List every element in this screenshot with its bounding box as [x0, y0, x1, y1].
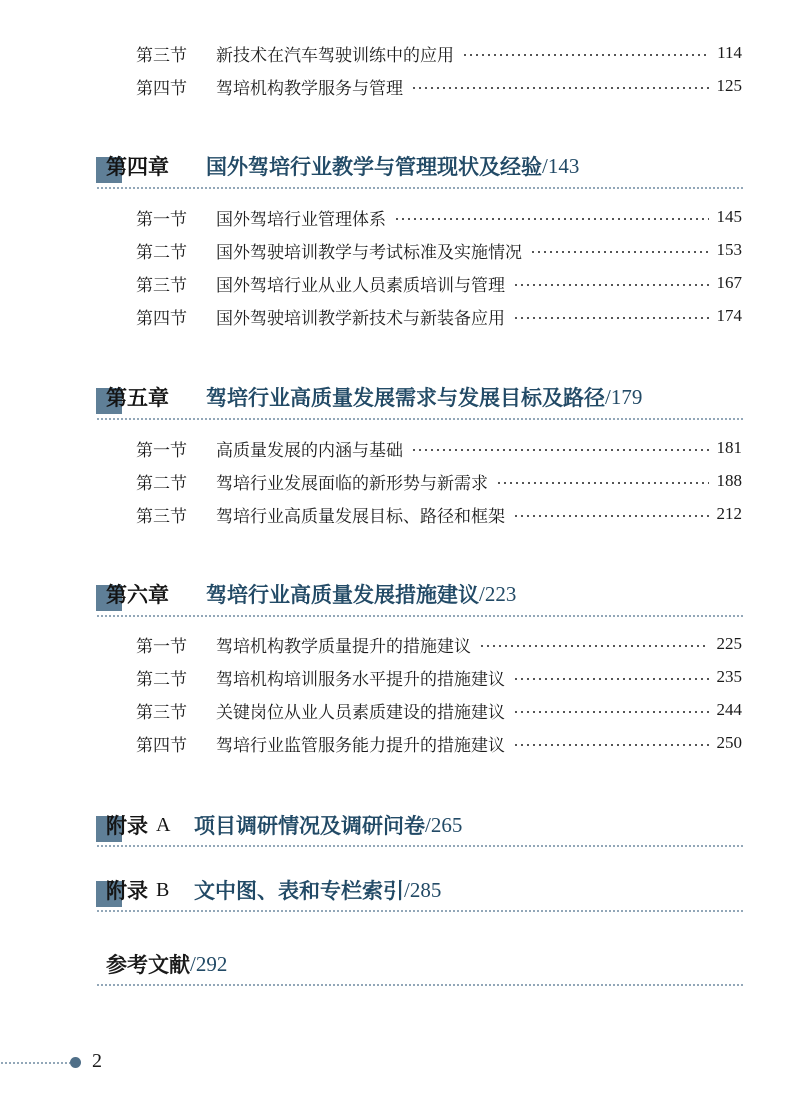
chapter-page: /143: [542, 153, 580, 178]
toc-section-row[interactable]: [136, 631, 742, 657]
dot-leader: [513, 711, 709, 713]
section-page: 250: [716, 733, 742, 752]
dot-leader: [513, 284, 709, 286]
toc-section-row[interactable]: [136, 303, 742, 329]
references-page: /292: [190, 951, 228, 976]
toc-section-row[interactable]: [136, 435, 742, 461]
chapter-dotted-rule: [96, 418, 744, 420]
dot-leader: [496, 482, 709, 484]
section-page: 114: [717, 43, 742, 62]
section-title: 新技术在汽车驾驶训练中的应用: [216, 45, 454, 66]
section-number: 第三节: [136, 275, 187, 296]
dot-leader: [513, 317, 709, 319]
toc-chapter-heading[interactable]: [96, 379, 744, 415]
toc-section-row[interactable]: [136, 730, 742, 756]
section-title: 驾培行业发展面临的新形势与新需求: [216, 473, 488, 494]
toc-appendix-heading[interactable]: [96, 807, 744, 843]
section-page: 188: [716, 471, 742, 490]
dot-leader: [462, 54, 709, 56]
toc-chapter-heading[interactable]: [96, 576, 744, 612]
footer-dotted-line: [0, 1062, 70, 1064]
section-title: 国外驾驶培训教学新技术与新装备应用: [216, 308, 505, 329]
section-number: 第三节: [136, 506, 187, 527]
appendix-dotted-rule: [96, 845, 744, 847]
footer-bullet-icon: [70, 1057, 81, 1068]
appendix-page: /285: [404, 877, 442, 902]
section-number: 第二节: [136, 669, 187, 690]
section-title: 驾培行业监管服务能力提升的措施建议: [216, 735, 505, 756]
section-number: 第一节: [136, 440, 187, 461]
section-number: 第一节: [136, 636, 187, 657]
section-number: 第三节: [136, 702, 187, 723]
dot-leader: [530, 251, 709, 253]
toc-section-row[interactable]: [136, 468, 742, 494]
appendix-letter: B: [156, 878, 170, 901]
chapter-dotted-rule: [96, 187, 744, 189]
section-number: 第四节: [136, 78, 187, 99]
toc-section-row[interactable]: [136, 73, 742, 99]
appendix-prefix: 附录: [106, 878, 148, 903]
dot-leader: [513, 744, 709, 746]
section-title: 驾培机构教学质量提升的措施建议: [216, 636, 471, 657]
section-number: 第四节: [136, 308, 187, 329]
dot-leader: [513, 678, 709, 680]
section-title: 关键岗位从业人员素质建设的措施建议: [216, 702, 505, 723]
references-dotted-rule: [96, 984, 744, 986]
chapter-page: /179: [605, 384, 643, 409]
page-number: 2: [92, 1050, 102, 1072]
section-page: 244: [716, 700, 742, 719]
dot-leader: [479, 645, 709, 647]
chapter-number: 第六章: [106, 582, 169, 607]
section-page: 153: [716, 240, 742, 259]
appendix-title: 文中图、表和专栏索引: [194, 878, 404, 903]
section-page: 225: [716, 634, 742, 653]
dot-leader: [411, 449, 709, 451]
section-page: 181: [716, 438, 742, 457]
appendix-dotted-rule: [96, 910, 744, 912]
section-number: 第一节: [136, 209, 187, 230]
section-page: 125: [716, 76, 742, 95]
toc-section-row[interactable]: [136, 204, 742, 230]
toc-section-row[interactable]: [136, 664, 742, 690]
toc-chapter-heading[interactable]: [96, 148, 744, 184]
section-page: 235: [716, 667, 742, 686]
section-title: 驾培机构教学服务与管理: [216, 78, 403, 99]
section-page: 167: [716, 273, 742, 292]
section-number: 第二节: [136, 473, 187, 494]
appendix-page: /265: [425, 812, 463, 837]
toc-section-row[interactable]: [136, 697, 742, 723]
chapter-title: 驾培行业高质量发展需求与发展目标及路径: [206, 385, 605, 410]
chapter-title: 驾培行业高质量发展措施建议: [206, 582, 479, 607]
toc-section-row[interactable]: [136, 40, 742, 66]
section-title: 国外驾驶培训教学与考试标准及实施情况: [216, 242, 522, 263]
appendix-prefix: 附录: [106, 813, 148, 838]
section-page: 212: [716, 504, 742, 523]
chapter-number: 第四章: [106, 154, 169, 179]
section-number: 第二节: [136, 242, 187, 263]
toc-section-row[interactable]: [136, 501, 742, 527]
chapter-page: /223: [479, 581, 517, 606]
section-title: 高质量发展的内涵与基础: [216, 440, 403, 461]
section-title: 驾培行业高质量发展目标、路径和框架: [216, 506, 505, 527]
appendix-letter: A: [156, 813, 171, 836]
appendix-title: 项目调研情况及调研问卷: [194, 813, 425, 838]
references-title: 参考文献: [106, 952, 190, 977]
section-title: 国外驾培行业从业人员素质培训与管理: [216, 275, 505, 296]
chapter-title: 国外驾培行业教学与管理现状及经验: [206, 154, 542, 179]
toc-section-row[interactable]: [136, 270, 742, 296]
chapter-dotted-rule: [96, 615, 744, 617]
chapter-number: 第五章: [106, 385, 169, 410]
toc-section-row[interactable]: [136, 237, 742, 263]
section-page: 145: [716, 207, 742, 226]
section-number: 第三节: [136, 45, 187, 66]
toc-appendix-heading[interactable]: [96, 872, 744, 908]
dot-leader: [513, 515, 709, 517]
section-title: 驾培机构培训服务水平提升的措施建议: [216, 669, 505, 690]
dot-leader: [411, 87, 709, 89]
section-title: 国外驾培行业管理体系: [216, 209, 386, 230]
toc-references-heading[interactable]: [96, 946, 744, 982]
dot-leader: [394, 218, 709, 220]
section-number: 第四节: [136, 735, 187, 756]
section-page: 174: [716, 306, 742, 325]
